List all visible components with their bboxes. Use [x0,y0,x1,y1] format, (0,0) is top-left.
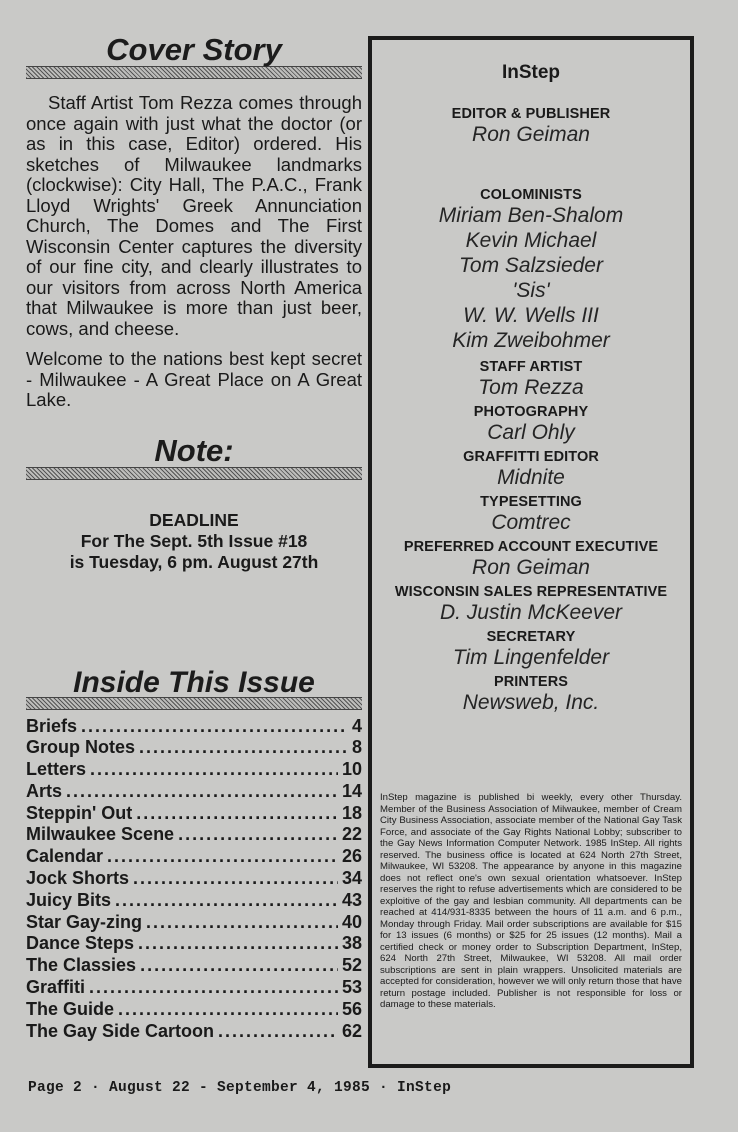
staff-name: Comtrec [491,511,571,534]
staff-name: Newsweb, Inc. [462,691,600,714]
role-label: PHOTOGRAPHY [473,404,589,420]
role-label: TYPESETTING [480,494,582,510]
staff-name: Kim Zweibohmer [452,329,610,352]
role-label: GRAFFITTI EDITOR [463,449,599,465]
staff-name: Tim Lingenfelder [452,646,610,669]
toc-item: Steppin' Out ..... 18 [26,803,362,825]
role-label: STAFF ARTIST [479,359,583,375]
toc-item: Star Gay-zing ..... 40 [26,912,362,934]
staff-name: Midnite [497,466,565,489]
staff-name: Ron Geiman [472,556,590,579]
staff-name: W. W. Wells III [463,304,599,327]
page-footer: Page 2 · August 22 - September 4, 1985 · InStep [28,1080,452,1096]
staff-name: Tom Rezza [478,376,584,399]
cover-story-paragraph: Welcome to the nations best kept secret - Milwaukee - A Great Place on A Great Lake. [26,348,362,410]
role-label: WISCONSIN SALES REPRESENTATIVE [394,584,668,600]
toc-item: The Gay Side Cartoon ..... 62 [26,1021,362,1043]
masthead-box [368,36,694,1068]
cover-story-heading: Cover Story [26,30,362,79]
role-label: PREFERRED ACCOUNT EXECUTIVE [403,539,659,555]
toc-item: Jock Shorts ..... 34 [26,868,362,890]
deadline-notice: DEADLINE For The Sept. 5th Issue #18 is Tuesday, 6 pm. August 27th [69,509,319,572]
toc-item: Graffiti ..... 53 [26,977,362,999]
toc-item: Letters ..... 10 [26,759,362,781]
staff-name: Kevin Michael [465,229,597,252]
inside-issue-heading: Inside This Issue [26,663,362,710]
toc-item: Arts ..... 14 [26,781,362,803]
role-label: EDITOR & PUBLISHER [451,106,611,122]
staff-name: 'Sis' [512,279,550,302]
toc-item: Milwaukee Scene ..... 22 [26,824,362,846]
cover-story-paragraph: Staff Artist Tom Rezza comes through once again with just what the doctor (or as in this case, Editor) ordered. His sketches of Milwaukee landmarks (clockwise): City Hall, The P.A.C., Frank Lloyd Wrights' Greek Annunciation Church, The Domes and The First Wisconsin Center captures the diversity of our fine city, and clearly illustrates to our visitors from across North America that Milwaukee is more than just beer, cows, and cheese. [26,92,362,339]
role-label: COLOMINISTS [480,187,582,203]
staff-name: Tom Salzsieder [459,254,603,277]
toc-item: The Classies ..... 52 [26,955,362,977]
staff-name: Miriam Ben-Shalom [438,204,624,227]
left-column [26,30,362,1042]
table-of-contents [26,716,362,1043]
staff-name: Carl Ohly [487,421,575,444]
toc-item: The Guide ..... 56 [26,999,362,1021]
staff-name: Ron Geiman [472,123,590,146]
toc-item: Briefs ..... 4 [26,716,362,738]
masthead-title: InStep [501,62,561,83]
toc-item: Calendar ..... 26 [26,846,362,868]
role-label: SECRETARY [486,629,576,645]
note-heading: Note: [26,431,362,480]
cover-story-text [26,93,362,411]
publication-fine-print: InStep magazine is published bi weekly, every other Thursday. Member of the Business Association of Milwaukee, member of Cream City Business Association, associate member of the National Gay Task Force, and associate of the Gay Rights National Lobby; subscriber to the Gay News Information Computer Network. 1985 InStep. All rights reserved. The business office is located at 624 North 27th Street, Milwaukee, WI 53208. The appearance by anyone in this magazine does not reflect one's own sexual orientation whatsoever. InStep reserves the right to refuse advertisements which are considered to be exploitive of the gay and lesbian community. All departments can be reached at 414/931-8335 between the hours of 11 a.m. and 6 p.m., Monday through Friday. Mail order subscriptions are available for $15 for 13 issues (6 months) or $25 for 25 issues (12 months). Mail a certified check or money order to Subscription Department, InStep, 624 North 27th Street, Milwaukee, WI 53208. All mail order subscriptions are sent in plain wrappers. Unsolicited materials are accepted for consideration, however we will only return those that have return postage included. Publisher is not responsible for loss or damage to these materials. [380,792,682,1010]
toc-item: Dance Steps ..... 38 [26,933,362,955]
role-label: PRINTERS [493,674,569,690]
toc-item: Group Notes ..... 8 [26,737,362,759]
toc-item: Juicy Bits ..... 43 [26,890,362,912]
staff-name: D. Justin McKeever [439,601,623,624]
